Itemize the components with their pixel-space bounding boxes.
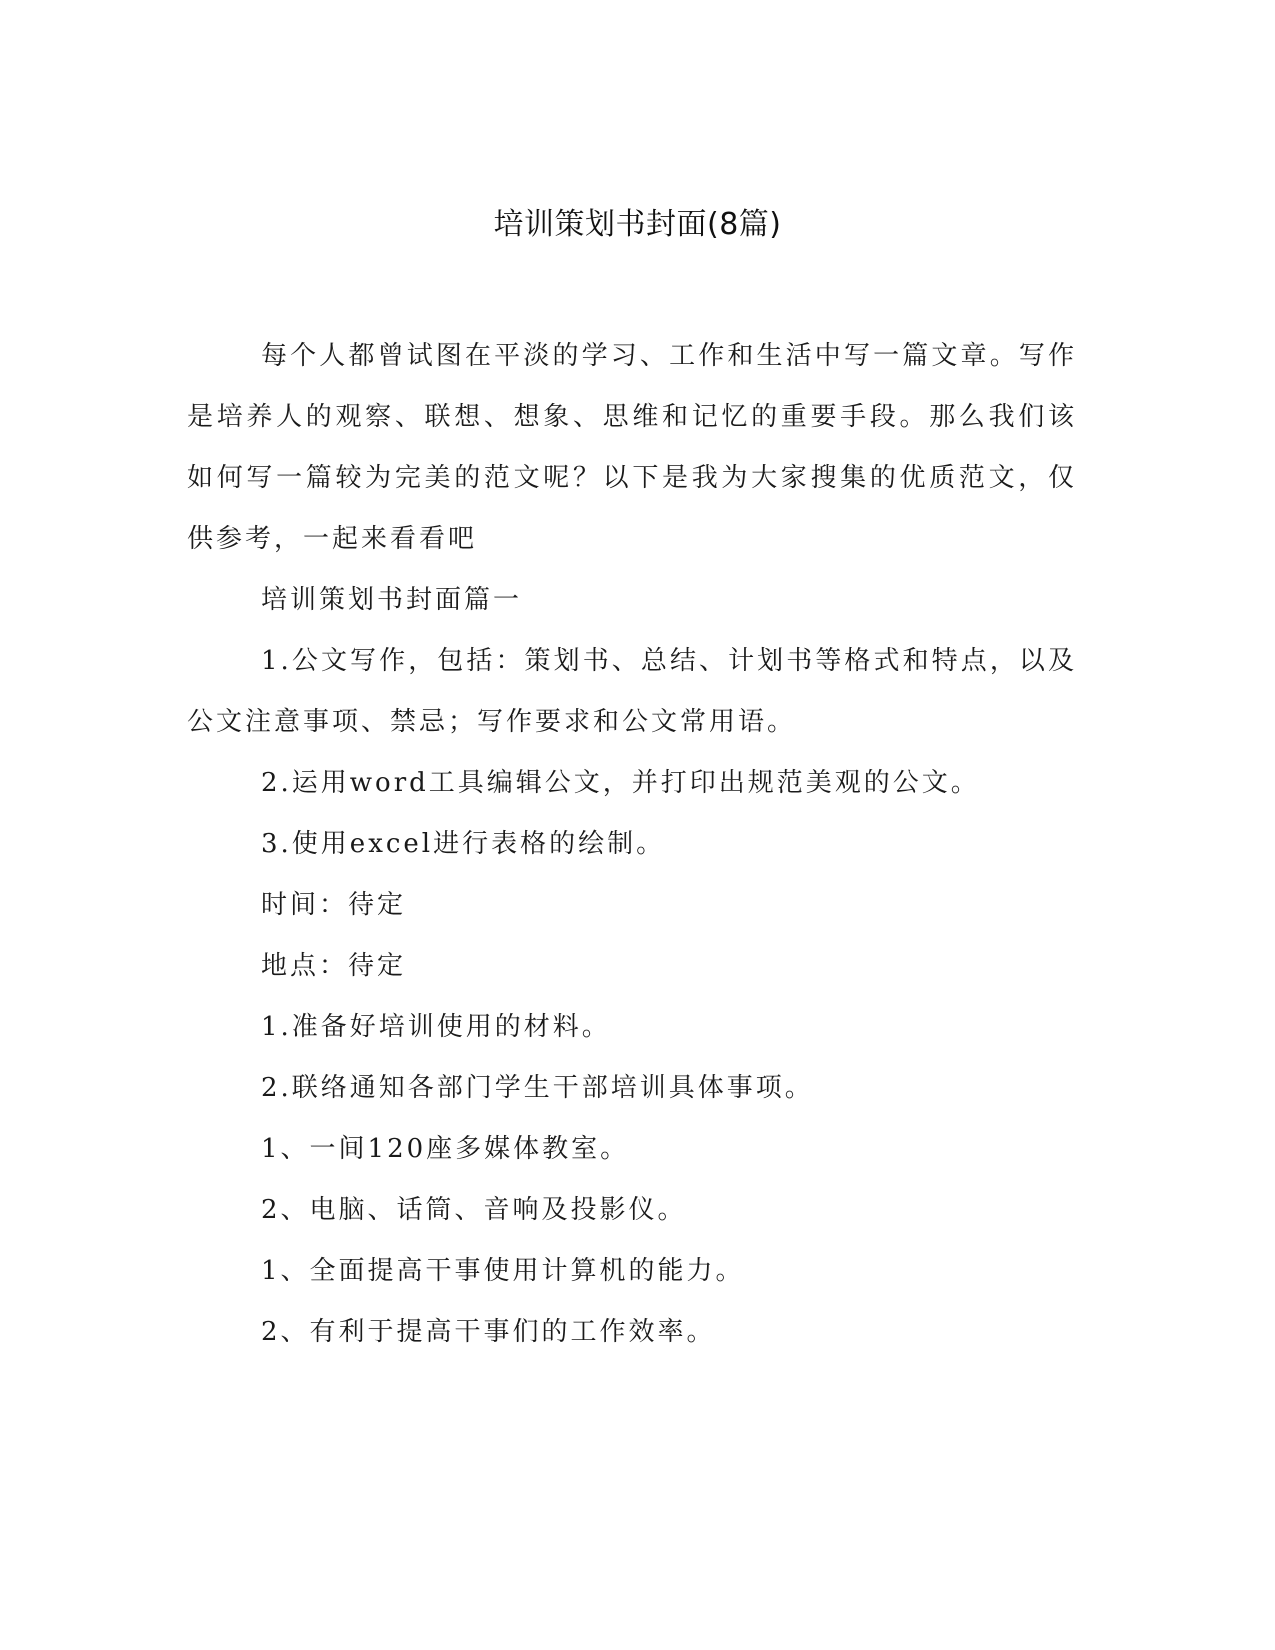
preparation-item-notify: 2.联络通知各部门学生干部培训具体事项。 — [261, 1073, 814, 1103]
content-item-writing: 1.公文写作，包括：策划书、总结、计划书等格式和特点，以及公文注意事项、禁忌；写作要求和公文常用语。 — [187, 646, 1077, 737]
document-title: 培训策划书封面(8篇) — [493, 207, 782, 242]
intro-paragraph: 每个人都曾试图在平淡的学习、工作和生活中写一篇文章。写作是培养人的观察、联想、想象、思维和记忆的重要手段。那么我们该如何写一篇较为完美的范文呢？以下是我为大家搜集的优质范文，仅供参考，一起来看看吧 — [187, 341, 1077, 554]
content-item-excel: 3.使用excel进行表格的绘制。 — [261, 829, 666, 859]
section-heading: 培训策划书封面篇一 — [261, 585, 523, 615]
goal-item-efficiency: 2、有利于提高干事们的工作效率。 — [261, 1317, 716, 1347]
equipment-item-classroom: 1、一间120座多媒体教室。 — [261, 1134, 630, 1164]
time-line: 时间：待定 — [261, 890, 407, 920]
location-line: 地点：待定 — [261, 951, 407, 981]
document-body — [187, 326, 1077, 1363]
equipment-item-devices: 2、电脑、话筒、音响及投影仪。 — [261, 1195, 687, 1225]
preparation-item-materials: 1.准备好培训使用的材料。 — [261, 1012, 611, 1042]
content-item-word: 2.运用word工具编辑公文，并打印出规范美观的公文。 — [261, 768, 980, 798]
goal-item-ability: 1、全面提高干事使用计算机的能力。 — [261, 1256, 745, 1286]
